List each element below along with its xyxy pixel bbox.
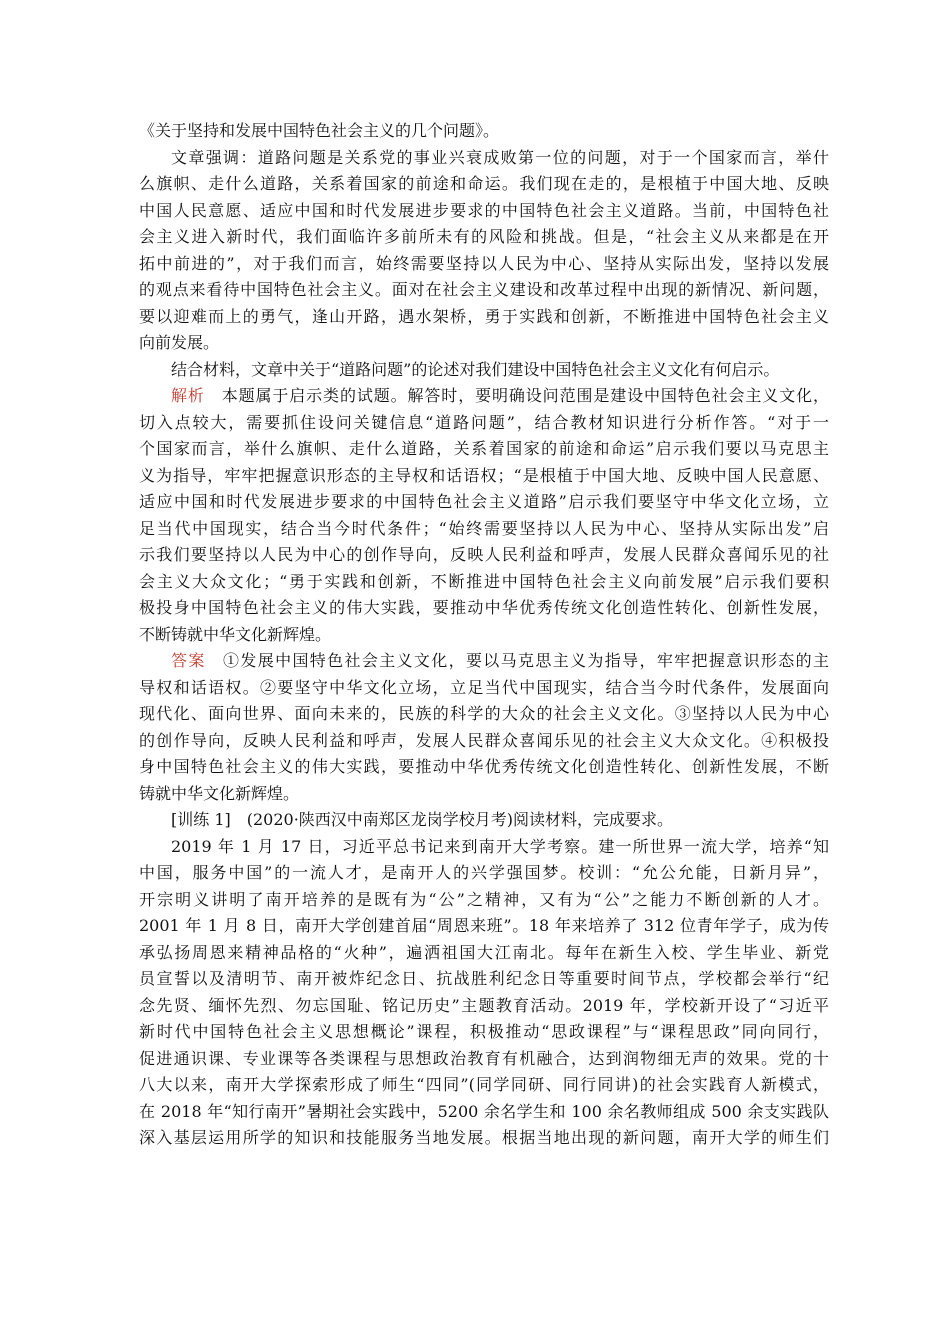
exercise-line: 承弘扬周恩来精神品格的“火种”，遍洒祖国大江南北。每年在新生入校、学生毕业、新党: [139, 942, 829, 962]
analysis-line: 示我们要坚持以人民为中心的创作导向，反映人民利益和呼声，发展人民群众喜闻乐见的社: [139, 545, 829, 564]
paragraph-line: 向前发展。: [139, 333, 220, 352]
answer-first-line: [139, 648, 829, 675]
paragraph-line: 中国人民意愿、适应中国和时代发展进步要求的中国特色社会主义道路。当前，中国特色社: [139, 200, 829, 220]
paragraph-line: 么旗帜、走什么道路，关系着国家的前途和命运。我们现在走的，是根植于中国大地、反映: [139, 174, 829, 193]
answer-line: 铸就中华文化新辉煌。: [139, 783, 300, 803]
analysis-line: 个国家而言，举什么旗帜、走什么道路，关系着国家的前途和命运”启示我们要以马克思主: [139, 439, 829, 458]
paragraph-line: 会主义进入新时代，我们面临许多前所未有的风险和挑战。但是，“社会主义从来都是在开: [139, 227, 829, 246]
exercise-line: 中国，服务中国”的一流人才，是南开人的兴学强国梦。校训：“允公允能，日新月异”，: [139, 863, 829, 882]
exercise-line: 2001 年 1 月 8 日，南开大学创建首届“周恩来班”。18 年来培养了 312 位青年学子，成为传: [139, 916, 829, 935]
paragraph-line: 要以迎难而上的勇气，逢山开路，遇水架桥，勇于实践和创新，不断推进中国特色社会主义: [139, 306, 829, 326]
article-title-line: 《关于坚持和发展中国特色社会主义的几个问题》。: [139, 121, 500, 140]
exercise-paragraph: [139, 834, 829, 1152]
answer-line: 身中国特色社会主义的伟大实践，要推动中华优秀传统文化创造性转化、创新性发展，不断: [139, 757, 829, 776]
analysis-line: 不断铸就中华文化新辉煌。: [139, 624, 332, 644]
answer-line: 的创作导向，反映人民利益和呼声，发展人民群众喜闻乐见的社会主义大众文化。④积极投: [139, 730, 829, 750]
answer-line: 导权和话语权。②要坚守中华文化立场，立足当代中国现实，结合当今时代条件，发展面向: [139, 677, 829, 697]
paragraph-line: 的观点来看待中国特色社会主义。面对在社会主义建设和改革过程中出现的新情况、新问题，: [139, 280, 829, 299]
analysis-line: 适应中国和时代发展进步要求的中国特色社会主义道路”启示我们要坚守中华文化立场，立: [139, 492, 829, 511]
paragraph-line: 文章强调：道路问题是关系党的事业兴衰成败第一位的问题，对于一个国家而言，举什: [171, 147, 829, 167]
analysis-first-line: [139, 383, 829, 410]
question-line: 结合材料，文章中关于“道路问题”的论述对我们建设中国特色社会主义文化有何启示。: [171, 359, 780, 379]
exercise-line: 在 2018 年“知行南开”暑期社会实践中，5200 余名学生和 100 余名教师组成 500 余支实践队: [139, 1101, 829, 1121]
exercise-line: 促进通识课、专业课等各类课程与思想政治教育有机融合，达到润物细无声的效果。党的十: [139, 1048, 829, 1068]
exercise-line: 2019 年 1 月 17 日，习近平总书记来到南开大学考察。建一所世界一流大学，培养“知: [171, 836, 829, 856]
exercise-line: 员宣誓以及清明节、南开被炸纪念日、抗战胜利纪念日等重要时间节点，学校都会举行“纪: [139, 969, 829, 988]
analysis-first-text: 本题属于启示类的试题。解答时，要明确设问范围是建设中国特色社会主义文化，: [220, 386, 829, 405]
answer-label: 答案: [171, 651, 206, 670]
document-page: [139, 118, 829, 1152]
answer-first-text: ①发展中国特色社会主义文化，要以马克思主义为指导，牢牢把握意识形态的主: [221, 651, 829, 670]
material-paragraph: [139, 145, 829, 357]
answer-section: [139, 648, 829, 807]
exercise-line: 八大以来，南开大学探索形成了师生“四同”(同学同研、同行同讲)的社会实践育人新模式，: [139, 1075, 829, 1094]
analysis-label: 解析: [171, 386, 205, 405]
exercise-line: 深入基层运用所学的知识和技能服务当地发展。根据当地出现的新问题，南开大学的师生们: [139, 1128, 829, 1147]
exercise-line: 念先贤、缅怀先烈、勿忘国耻、铭记历史”主题教育活动。2019 年，学校新开设了“习近平: [139, 995, 829, 1015]
exercise-line: 开宗明义讲明了南开培养的是既有为“公”之精神，又有为“公”之能力不断创新的人才。: [139, 889, 829, 909]
paragraph-line: 拓中前进的”，对于我们而言，始终需要坚持以人民为中心、坚持从实际出发，坚持以发展: [139, 253, 829, 273]
exercise-line: 新时代中国特色社会主义思想概论”课程，积极推动“思政课程”与“课程思政”同向同行，: [139, 1022, 829, 1041]
analysis-line: 会主义大众文化；“勇于实践和创新，不断推进中国特色社会主义向前发展”启示我们要积: [139, 571, 829, 591]
analysis-line: 足当代中国现实，结合当今时代条件；“始终需要坚持以人民为中心、坚持从实际出发”启: [139, 518, 829, 538]
answer-line: 现代化、面向世界、面向未来的，民族的科学的大众的社会主义文化。③坚持以人民为中心: [139, 704, 829, 723]
analysis-line: 极投身中国特色社会主义的伟大实践，要推动中华优秀传统文化创造性转化、创新性发展，: [139, 598, 829, 617]
exercise-heading: [训练 1] (2020·陕西汉中南郑区龙岗学校月考)阅读材料，完成要求。: [171, 810, 674, 829]
analysis-section: [139, 383, 829, 648]
analysis-line: 切入点较大，需要抓住设问关键信息“道路问题”，结合教材知识进行分析作答。“对于一: [139, 412, 829, 432]
analysis-line: 义为指导，牢牢把握意识形态的主导权和话语权；“是根植于中国大地、反映中国人民意愿、: [139, 465, 829, 485]
